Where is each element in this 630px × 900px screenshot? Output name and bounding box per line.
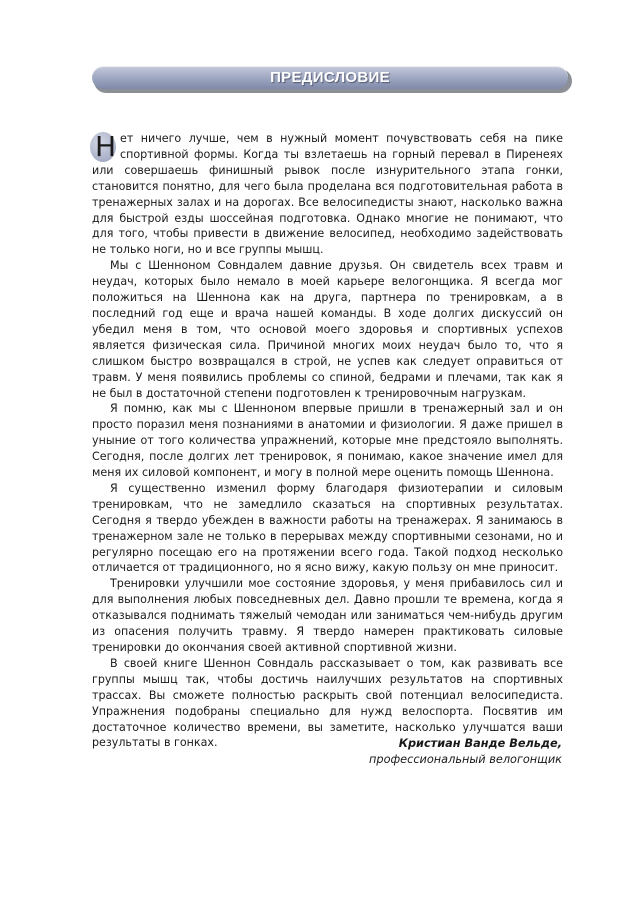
author-name: Кристиан Ванде Вельде, — [398, 737, 562, 750]
page-title: ПРЕДИСЛОВИЕ — [270, 69, 390, 86]
dropcap — [90, 132, 116, 162]
paragraph-3: Я помню, как мы с Шенноном впервые пришли в тренажерный зал и он просто поразил меня познаниями в анатомии и физиологии. Я даже пришел в уныние от того количества упражнений, которые мне предстояло выполнять. Сегодня, после долгих лет тренировок, я понимаю, какое значение имел для меня их силовой компонент, и могу в полной мере оценить помощь Шеннона. — [92, 402, 563, 480]
author-role: профессиональный велогонщик — [369, 753, 562, 766]
banner-bar — [92, 66, 568, 89]
paragraph-4: Я существенно изменил форму благодаря физиотерапии и силовым тренировкам, что не замедлило сказаться на спортивных результатах. Сегодня я твердо убежден в важности работы на тренажерах. Я занимаюсь в тренажерном зале не только в перерывах между спортивными сезонами, но и регулярно посещаю его на протяжении всего года. Такой подход несколько отличается от традиционного, но я ясно вижу, какую пользу он мне приносит. — [92, 481, 563, 575]
signature — [369, 736, 562, 768]
paragraph-6: В своей книге Шеннон Совндаль рассказывает о том, как развивать все группы мышц так, чтобы достичь наилучших результатов на спортивных трассах. Вы сможете полностью раскрыть свой потенциал велосипедиста. Упражнения подобраны специально для нужд велоспорта. Посвятив им достаточное количество времени, вы заметите, насколько улучшатся ваши результаты в гонках. — [92, 656, 563, 750]
foreword-text — [92, 131, 563, 751]
paragraph-2: Мы с Шенноном Совндалем давние друзья. Он свидетель всех травм и неудач, которых было немало в моей карьере велогонщика. Я всегда мог положиться на Шеннона как на друга, партнера по тренировкам, а в последний год еще и врача нашей команды. В ходе долгих дискуссий он убедил меня в том, что основой моего здоровья и спортивных успехов является физическая сила. Причиной многих моих неудач было то, что я слишком быстро возвращался в строй, не успев как следует оправиться от травм. У меня появились проблемы со спиной, бедрами и плечами, так как я не был в достаточной степени подготовлен к тренировочным нагрузкам. — [92, 259, 563, 400]
paragraph-text: ет ничего лучше, чем в нужный момент почувствовать себя на пике спортивной формы. Когда ты взлетаешь на горный перевал в Пиренеях или совершаешь финишный рывок после изнурительного этапа гонки, становится понятно, для чего была проделана вся подготовительная работа в тренажерных залах и на дорогах. Все велосипедисты знают, насколько важна для быстрой езды шоссейная подготовка. Однако многие не понимают, что для того, чтобы привести в движение велосипед, необходимо задействовать не только ноги, но и все группы мышц. — [92, 132, 563, 257]
section-header-banner — [92, 66, 574, 92]
dropcap-letter: Н — [95, 130, 117, 163]
paragraph-1 — [92, 131, 563, 258]
paragraph-5: Тренировки улучшили мое состояние здоровья, у меня прибавилось сил и для выполнения любых повседневных дел. Давно прошли те времена, когда я отказывался поднимать тяжелый чемодан или заниматься чем-нибудь другим из опасения получить травму. Я твердо намерен практиковать силовые тренировки до окончания своей активной спортивной жизни. — [92, 577, 563, 654]
